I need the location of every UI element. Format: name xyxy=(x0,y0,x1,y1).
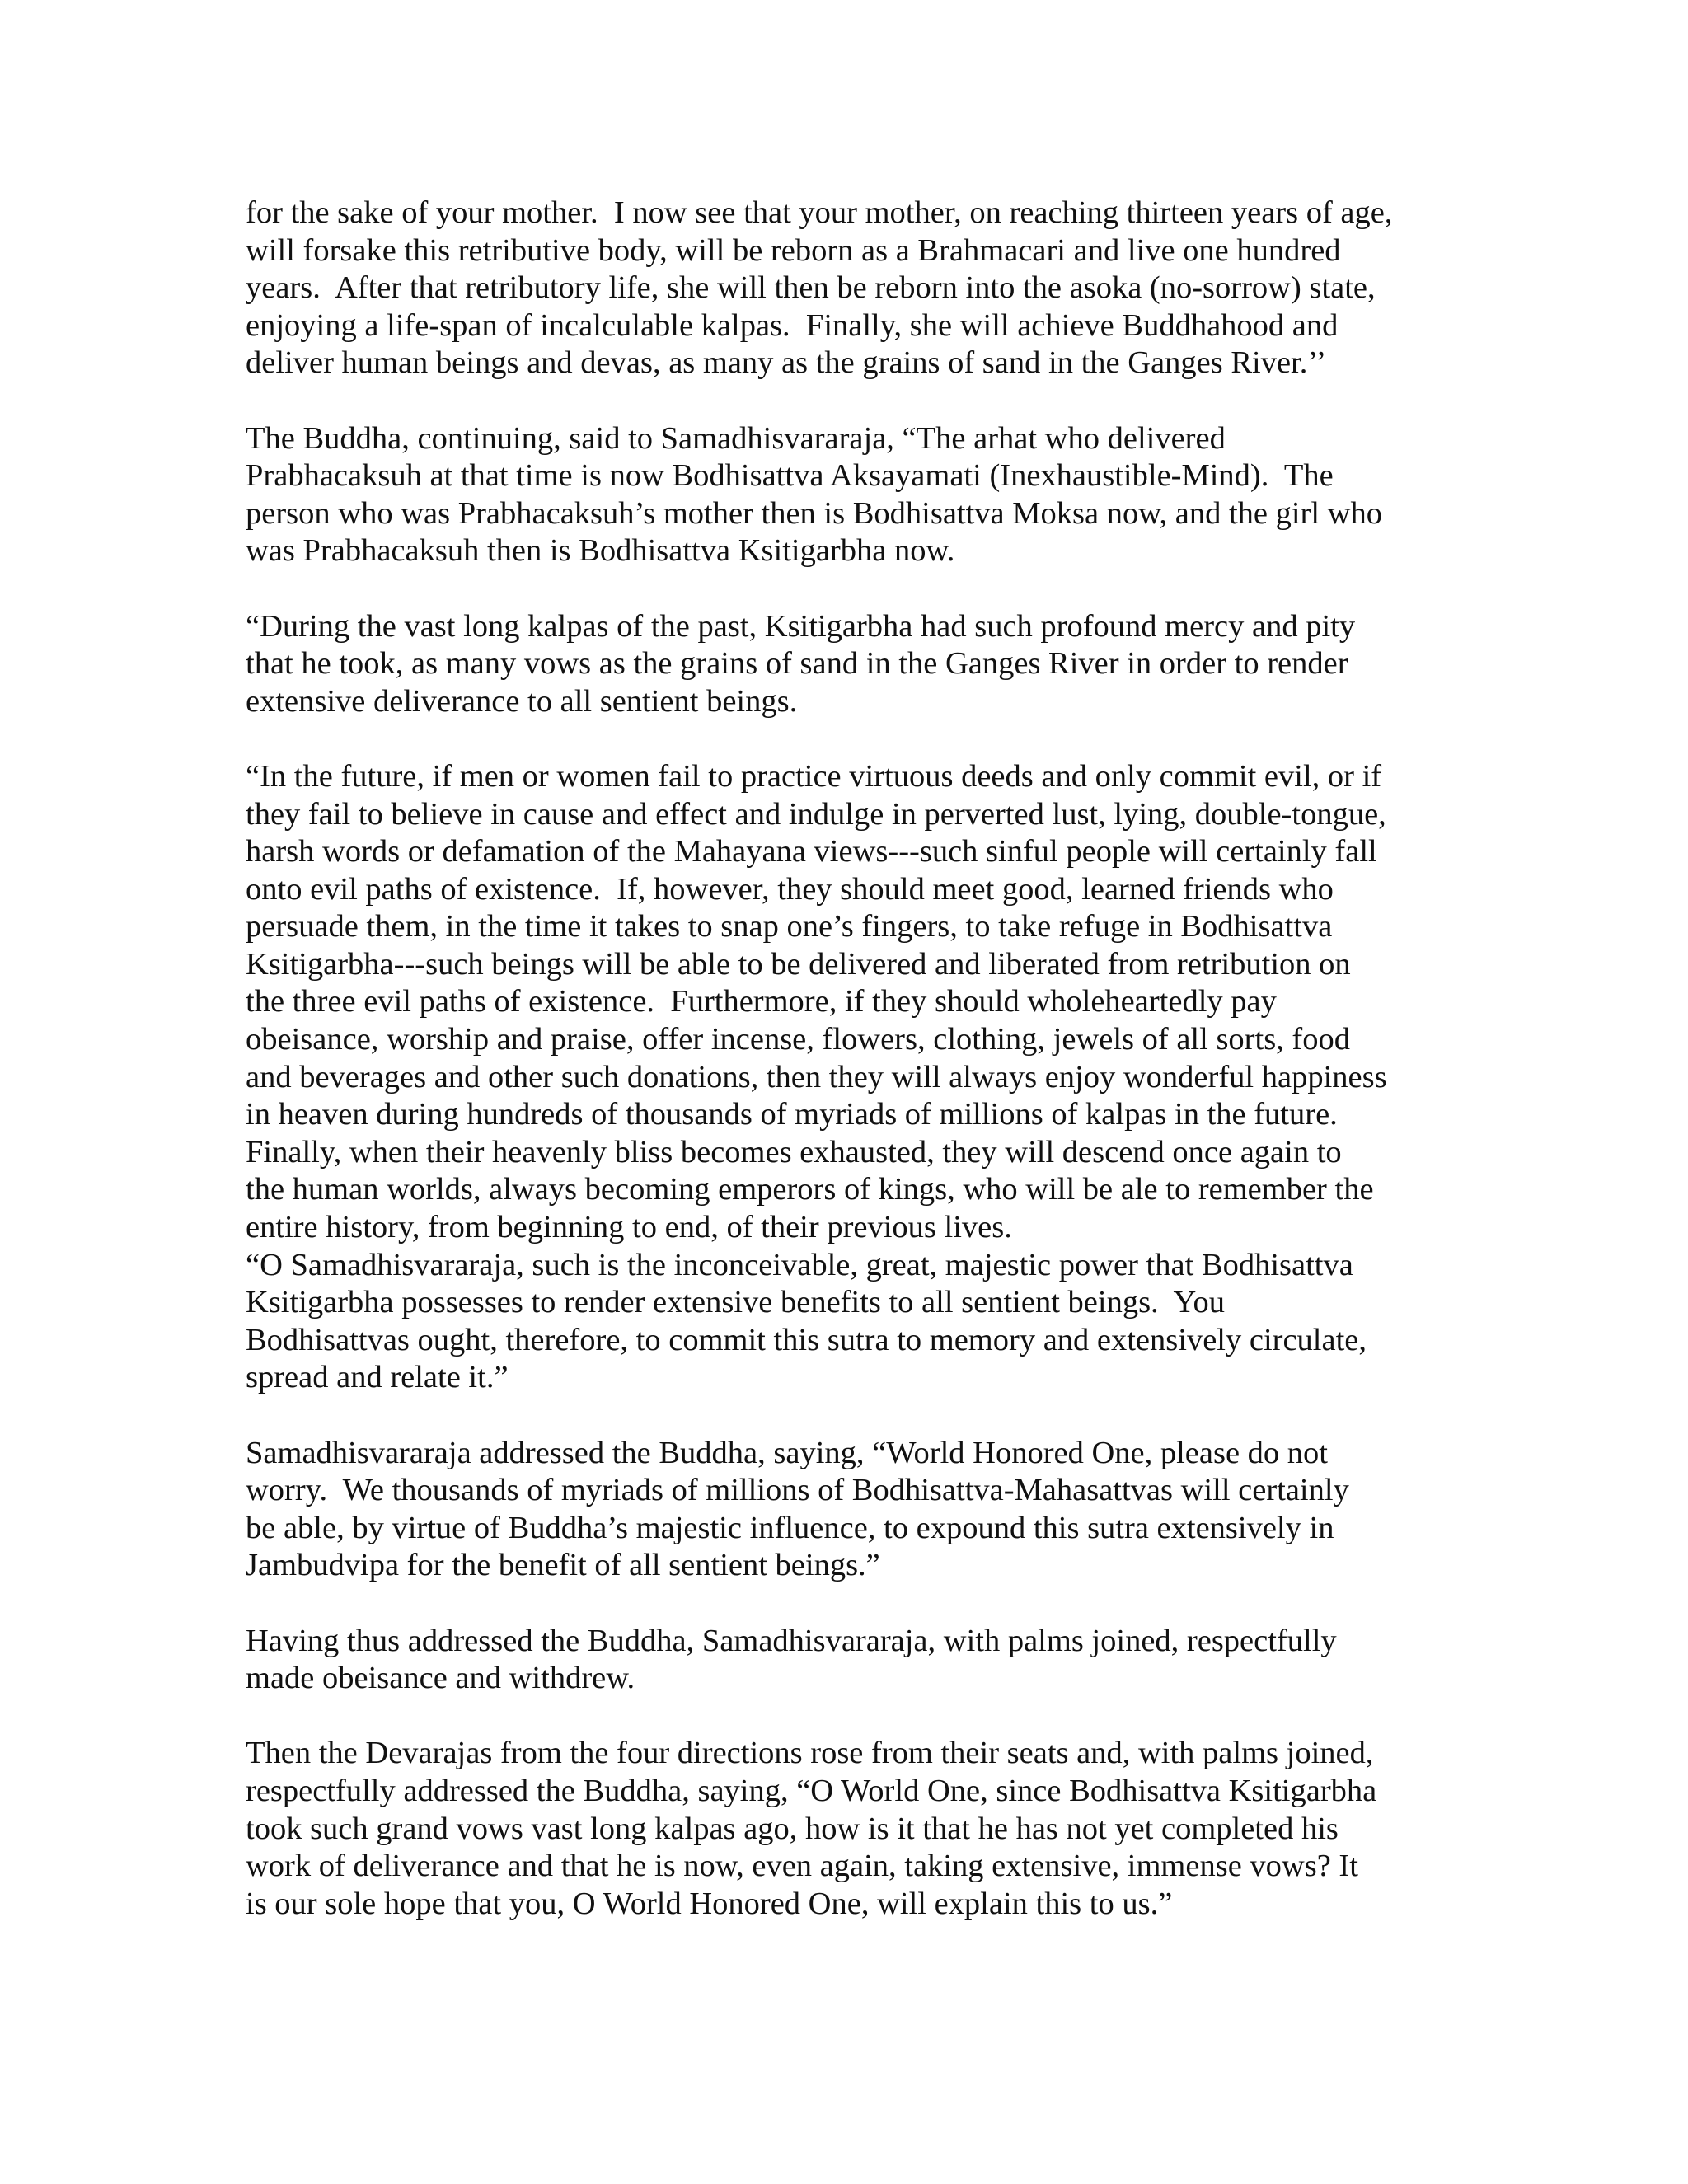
text-line: “During the vast long kalpas of the past, Ksitigarbha had such profound mercy and pity xyxy=(246,608,1356,644)
text-line: “In the future, if men or women fail to practice virtuous deeds and only commit evil, or if xyxy=(246,758,1382,794)
paragraph-spacer xyxy=(246,1585,1465,1623)
text-line: “O Samadhisvararaja, such is the inconceivable, great, majestic power that Bodhisattva xyxy=(246,1247,1353,1282)
text-line: Prabhacaksuh at that time is now Bodhisattva Aksayamati (Inexhaustible-Mind). The xyxy=(246,458,1334,494)
text-line: will forsake this retributive body, will be reborn as a Brahmacari and live one hundred xyxy=(246,232,1341,268)
text-line: spread and relate it.” xyxy=(246,1360,509,1395)
text-line: for the sake of your mother. I now see that your mother, on reaching thirteen years of age, xyxy=(246,195,1393,230)
text-line: Bodhisattvas ought, therefore, to commit this sutra to memory and extensively circulate, xyxy=(246,1322,1367,1357)
text-line: the three evil paths of existence. Furthermore, if they should wholeheartedly pay xyxy=(246,984,1277,1019)
paragraph-spacer xyxy=(246,382,1465,420)
paragraph xyxy=(246,1435,1465,1585)
paragraph xyxy=(246,194,1465,382)
text-line: years. After that retributory life, she will then be reborn into the asoka (no-sorrow) state, xyxy=(246,270,1376,306)
paragraph-spacer xyxy=(246,720,1465,758)
text-line: and beverages and other such donations, then they will always enjoy wonderful happiness xyxy=(246,1059,1387,1094)
text-line: that he took, as many vows as the grains of sand in the Ganges River in order to render xyxy=(246,646,1348,682)
text-line: is our sole hope that you, O World Honored One, will explain this to us.” xyxy=(246,1886,1173,1921)
text-line: took such grand vows vast long kalpas ago, how is it that he has not yet completed his xyxy=(246,1811,1339,1846)
paragraph xyxy=(246,758,1465,1397)
text-line: entire history, from beginning to end, of their previous lives. xyxy=(246,1210,1012,1245)
paragraph-spacer xyxy=(246,1698,1465,1736)
paragraph xyxy=(246,1735,1465,1923)
text-line: in heaven during hundreds of thousands of myriads of millions of kalpas in the future. xyxy=(246,1097,1338,1132)
paragraph-spacer xyxy=(246,1397,1465,1435)
paragraph xyxy=(246,420,1465,570)
text-line: Ksitigarbha possesses to render extensive benefits to all sentient beings. You xyxy=(246,1285,1225,1320)
text-line: Jambudvipa for the benefit of all sentient beings.” xyxy=(246,1548,880,1583)
text-line: obeisance, worship and praise, offer incense, flowers, clothing, jewels of all sorts, food xyxy=(246,1022,1350,1057)
text-line: onto evil paths of existence. If, however, they should meet good, learned friends who xyxy=(246,871,1334,907)
text-line: Having thus addressed the Buddha, Samadhisvararaja, with palms joined, respectfully xyxy=(246,1623,1337,1658)
text-line: Samadhisvararaja addressed the Buddha, saying, “World Honored One, please do not xyxy=(246,1435,1329,1470)
text-line: person who was Prabhacaksuh’s mother then is Bodhisattva Moksa now, and the girl who xyxy=(246,495,1383,531)
text-line: The Buddha, continuing, said to Samadhisvararaja, “The arhat who delivered xyxy=(246,420,1226,456)
text-line: they fail to believe in cause and effect and indulge in perverted lust, lying, double-tongue, xyxy=(246,796,1386,832)
text-line: persuade them, in the time it takes to snap one’s fingers, to take refuge in Bodhisattva xyxy=(246,909,1333,944)
text-line: was Prabhacaksuh then is Bodhisattva Ksitigarbha now. xyxy=(246,533,955,569)
text-line: respectfully addressed the Buddha, saying, “O World One, since Bodhisattva Ksitigarbha xyxy=(246,1773,1377,1808)
text-line: Finally, when their heavenly bliss becomes exhausted, they will descend once again to xyxy=(246,1134,1342,1169)
paragraph xyxy=(246,608,1465,721)
text-line: worry. We thousands of myriads of millions of Bodhisattva-Mahasattvas will certainly xyxy=(246,1473,1349,1508)
text-line: made obeisance and withdrew. xyxy=(246,1661,635,1696)
paragraph-spacer xyxy=(246,570,1465,608)
text-line: extensive deliverance to all sentient beings. xyxy=(246,683,798,719)
text-line: enjoying a life-span of incalculable kalpas. Finally, she will achieve Buddhahood and xyxy=(246,307,1339,343)
text-line: deliver human beings and devas, as many as the grains of sand in the Ganges River.’’ xyxy=(246,345,1327,381)
text-line: be able, by virtue of Buddha’s majestic influence, to expound this sutra extensively in xyxy=(246,1510,1334,1545)
text-line: work of deliverance and that he is now, even again, taking extensive, immense vows? It xyxy=(246,1849,1358,1884)
text-line: Ksitigarbha---such beings will be able to be delivered and liberated from retribution on xyxy=(246,946,1351,982)
text-line: Then the Devarajas from the four directions rose from their seats and, with palms joined, xyxy=(246,1736,1374,1771)
document-body xyxy=(246,194,1465,1923)
text-line: harsh words or defamation of the Mahayana views---such sinful people will certainly fall xyxy=(246,834,1377,869)
text-line: the human worlds, always becoming emperors of kings, who will be ale to remember the xyxy=(246,1172,1374,1207)
paragraph xyxy=(246,1623,1465,1698)
